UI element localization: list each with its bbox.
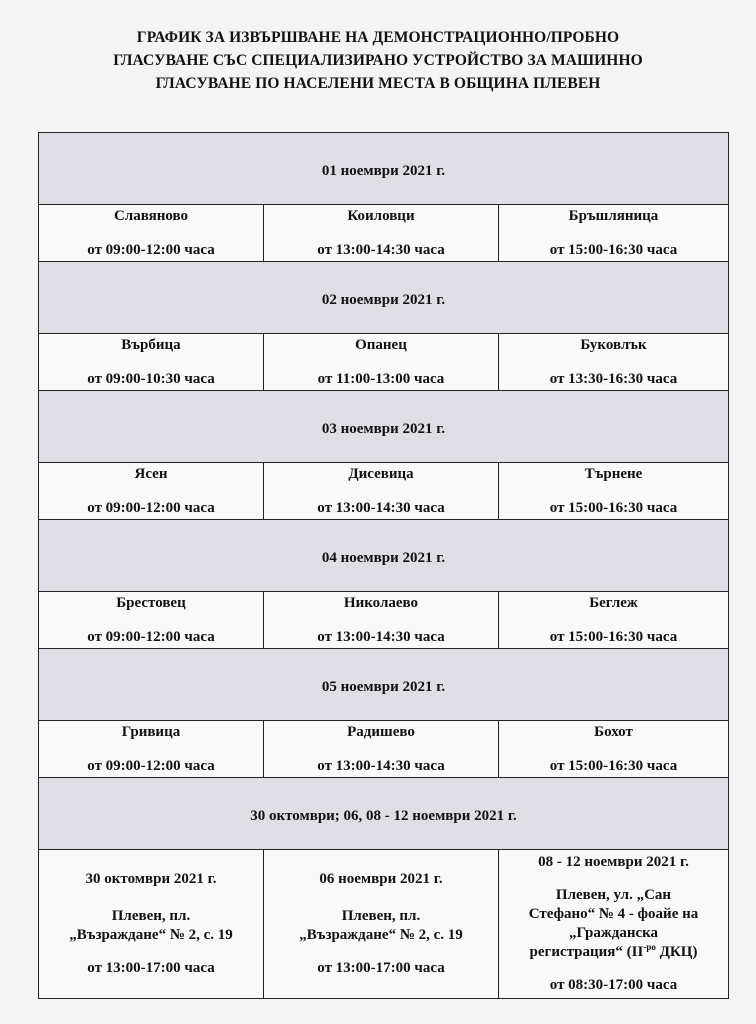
- date-cell: 05 ноември 2021 г.: [39, 649, 729, 721]
- slot-place: Бохот: [594, 724, 633, 740]
- slot-place: Славяново: [113, 208, 189, 224]
- slot-place: Бръшляница: [568, 208, 659, 224]
- date-cell: 04 ноември 2021 г.: [39, 520, 729, 592]
- final-cell-3: [499, 850, 729, 999]
- slot-cell: [39, 592, 264, 649]
- slot-row: [39, 721, 729, 778]
- slot-row: [39, 463, 729, 520]
- slot-place: Върбица: [121, 337, 181, 353]
- slot-time: от 13:00-14:30 часа: [317, 629, 445, 645]
- slot-cell: [499, 205, 729, 262]
- slot-row: [39, 334, 729, 391]
- final-time: от 13:00-17:00 часа: [87, 960, 215, 976]
- final-address-sup: -ро: [643, 942, 656, 952]
- title-line-3: ГЛАСУВАНЕ ПО НАСЕЛЕНИ МЕСТА В ОБЩИНА ПЛЕВЕН: [155, 75, 601, 92]
- slot-time: от 11:00-13:00 часа: [317, 371, 445, 387]
- slot-time: от 09:00-12:00 часа: [87, 500, 215, 516]
- date-row: [39, 649, 729, 721]
- date-row: [39, 391, 729, 463]
- slot-time: от 09:00-12:00 часа: [87, 758, 215, 774]
- slot-cell: [499, 592, 729, 649]
- slot-cell: [264, 463, 499, 520]
- slot-cell: [499, 334, 729, 391]
- slot-place: Дисевица: [348, 466, 414, 482]
- slot-place: Гривица: [121, 724, 181, 740]
- slot-cell: [264, 334, 499, 391]
- slot-place: Ясен: [134, 466, 168, 482]
- slot-time: от 13:00-14:30 часа: [317, 500, 445, 516]
- slot-cell: [499, 463, 729, 520]
- schedule-table: [38, 132, 729, 999]
- final-date: 30 октомври 2021 г.: [85, 871, 217, 887]
- final-address: „Възраждане“ № 2, с. 19: [69, 927, 233, 943]
- slot-cell: [39, 463, 264, 520]
- slot-time: от 09:00-12:00 часа: [87, 629, 215, 645]
- final-time: от 13:00-17:00 часа: [317, 960, 445, 976]
- slot-time: от 15:00-16:30 часа: [549, 629, 678, 645]
- date-row: [39, 133, 729, 205]
- slot-cell: [39, 205, 264, 262]
- title-line-2: ГЛАСУВАНЕ СЪС СПЕЦИАЛИЗИРАНО УСТРОЙСТВО ЗА МАШИННО: [113, 52, 643, 69]
- slot-cell: [264, 205, 499, 262]
- slot-time: от 09:00-10:30 часа: [87, 371, 215, 387]
- slot-place: Радишево: [347, 724, 415, 740]
- slot-place: Беглеж: [589, 595, 638, 611]
- slot-place: Николаево: [343, 595, 419, 611]
- slot-time: от 13:00-14:30 часа: [317, 242, 445, 258]
- slot-time: от 15:00-16:30 часа: [549, 758, 678, 774]
- slot-row: [39, 592, 729, 649]
- slot-cell: [39, 721, 264, 778]
- final-header-cell: 30 октомври; 06, 08 - 12 ноември 2021 г.: [39, 778, 729, 850]
- final-address: Плевен, пл.: [341, 908, 421, 924]
- final-cell-1: [39, 850, 264, 999]
- slot-place: Брестовец: [116, 595, 186, 611]
- document-title: [0, 26, 756, 95]
- final-date: 08 - 12 ноември 2021 г.: [538, 854, 689, 870]
- final-address: „Гражданска: [568, 925, 659, 941]
- final-address: [503, 943, 724, 962]
- final-date: 06 ноември 2021 г.: [319, 871, 443, 887]
- slot-place: Опанец: [355, 337, 407, 353]
- slot-time: от 13:00-14:30 часа: [317, 758, 445, 774]
- slot-time: от 13:30-16:30 часа: [549, 371, 678, 387]
- slot-time: от 15:00-16:30 часа: [549, 242, 678, 258]
- final-address: Стефано“ № 4 - фоайе на: [528, 906, 699, 922]
- slot-place: Коиловци: [347, 208, 415, 224]
- date-row: [39, 262, 729, 334]
- final-address: „Възраждане“ № 2, с. 19: [299, 927, 463, 943]
- title-line-1: ГРАФИК ЗА ИЗВЪРШВАНЕ НА ДЕМОНСТРАЦИОННО/ПРОБНО: [136, 29, 620, 46]
- final-cell-2: [264, 850, 499, 999]
- final-row: [39, 850, 729, 999]
- date-cell: 03 ноември 2021 г.: [39, 391, 729, 463]
- slot-row: [39, 205, 729, 262]
- slot-place: Буковлък: [580, 337, 647, 353]
- slot-time: от 09:00-12:00 часа: [87, 242, 215, 258]
- date-cell: 01 ноември 2021 г.: [39, 133, 729, 205]
- final-address: Плевен, пл.: [111, 908, 191, 924]
- date-row: [39, 778, 729, 850]
- slot-cell: [39, 334, 264, 391]
- final-address: Плевен, ул. „Сан: [555, 887, 672, 903]
- slot-time: от 15:00-16:30 часа: [549, 500, 678, 516]
- final-address-part: регистрация“ (II: [529, 944, 644, 960]
- slot-cell: [264, 721, 499, 778]
- date-row: [39, 520, 729, 592]
- slot-cell: [499, 721, 729, 778]
- final-time: от 08:30-17:00 часа: [549, 977, 678, 993]
- final-address-part: ДКЦ): [655, 944, 698, 960]
- slot-place: Търнене: [584, 466, 643, 482]
- slot-cell: [264, 592, 499, 649]
- date-cell: 02 ноември 2021 г.: [39, 262, 729, 334]
